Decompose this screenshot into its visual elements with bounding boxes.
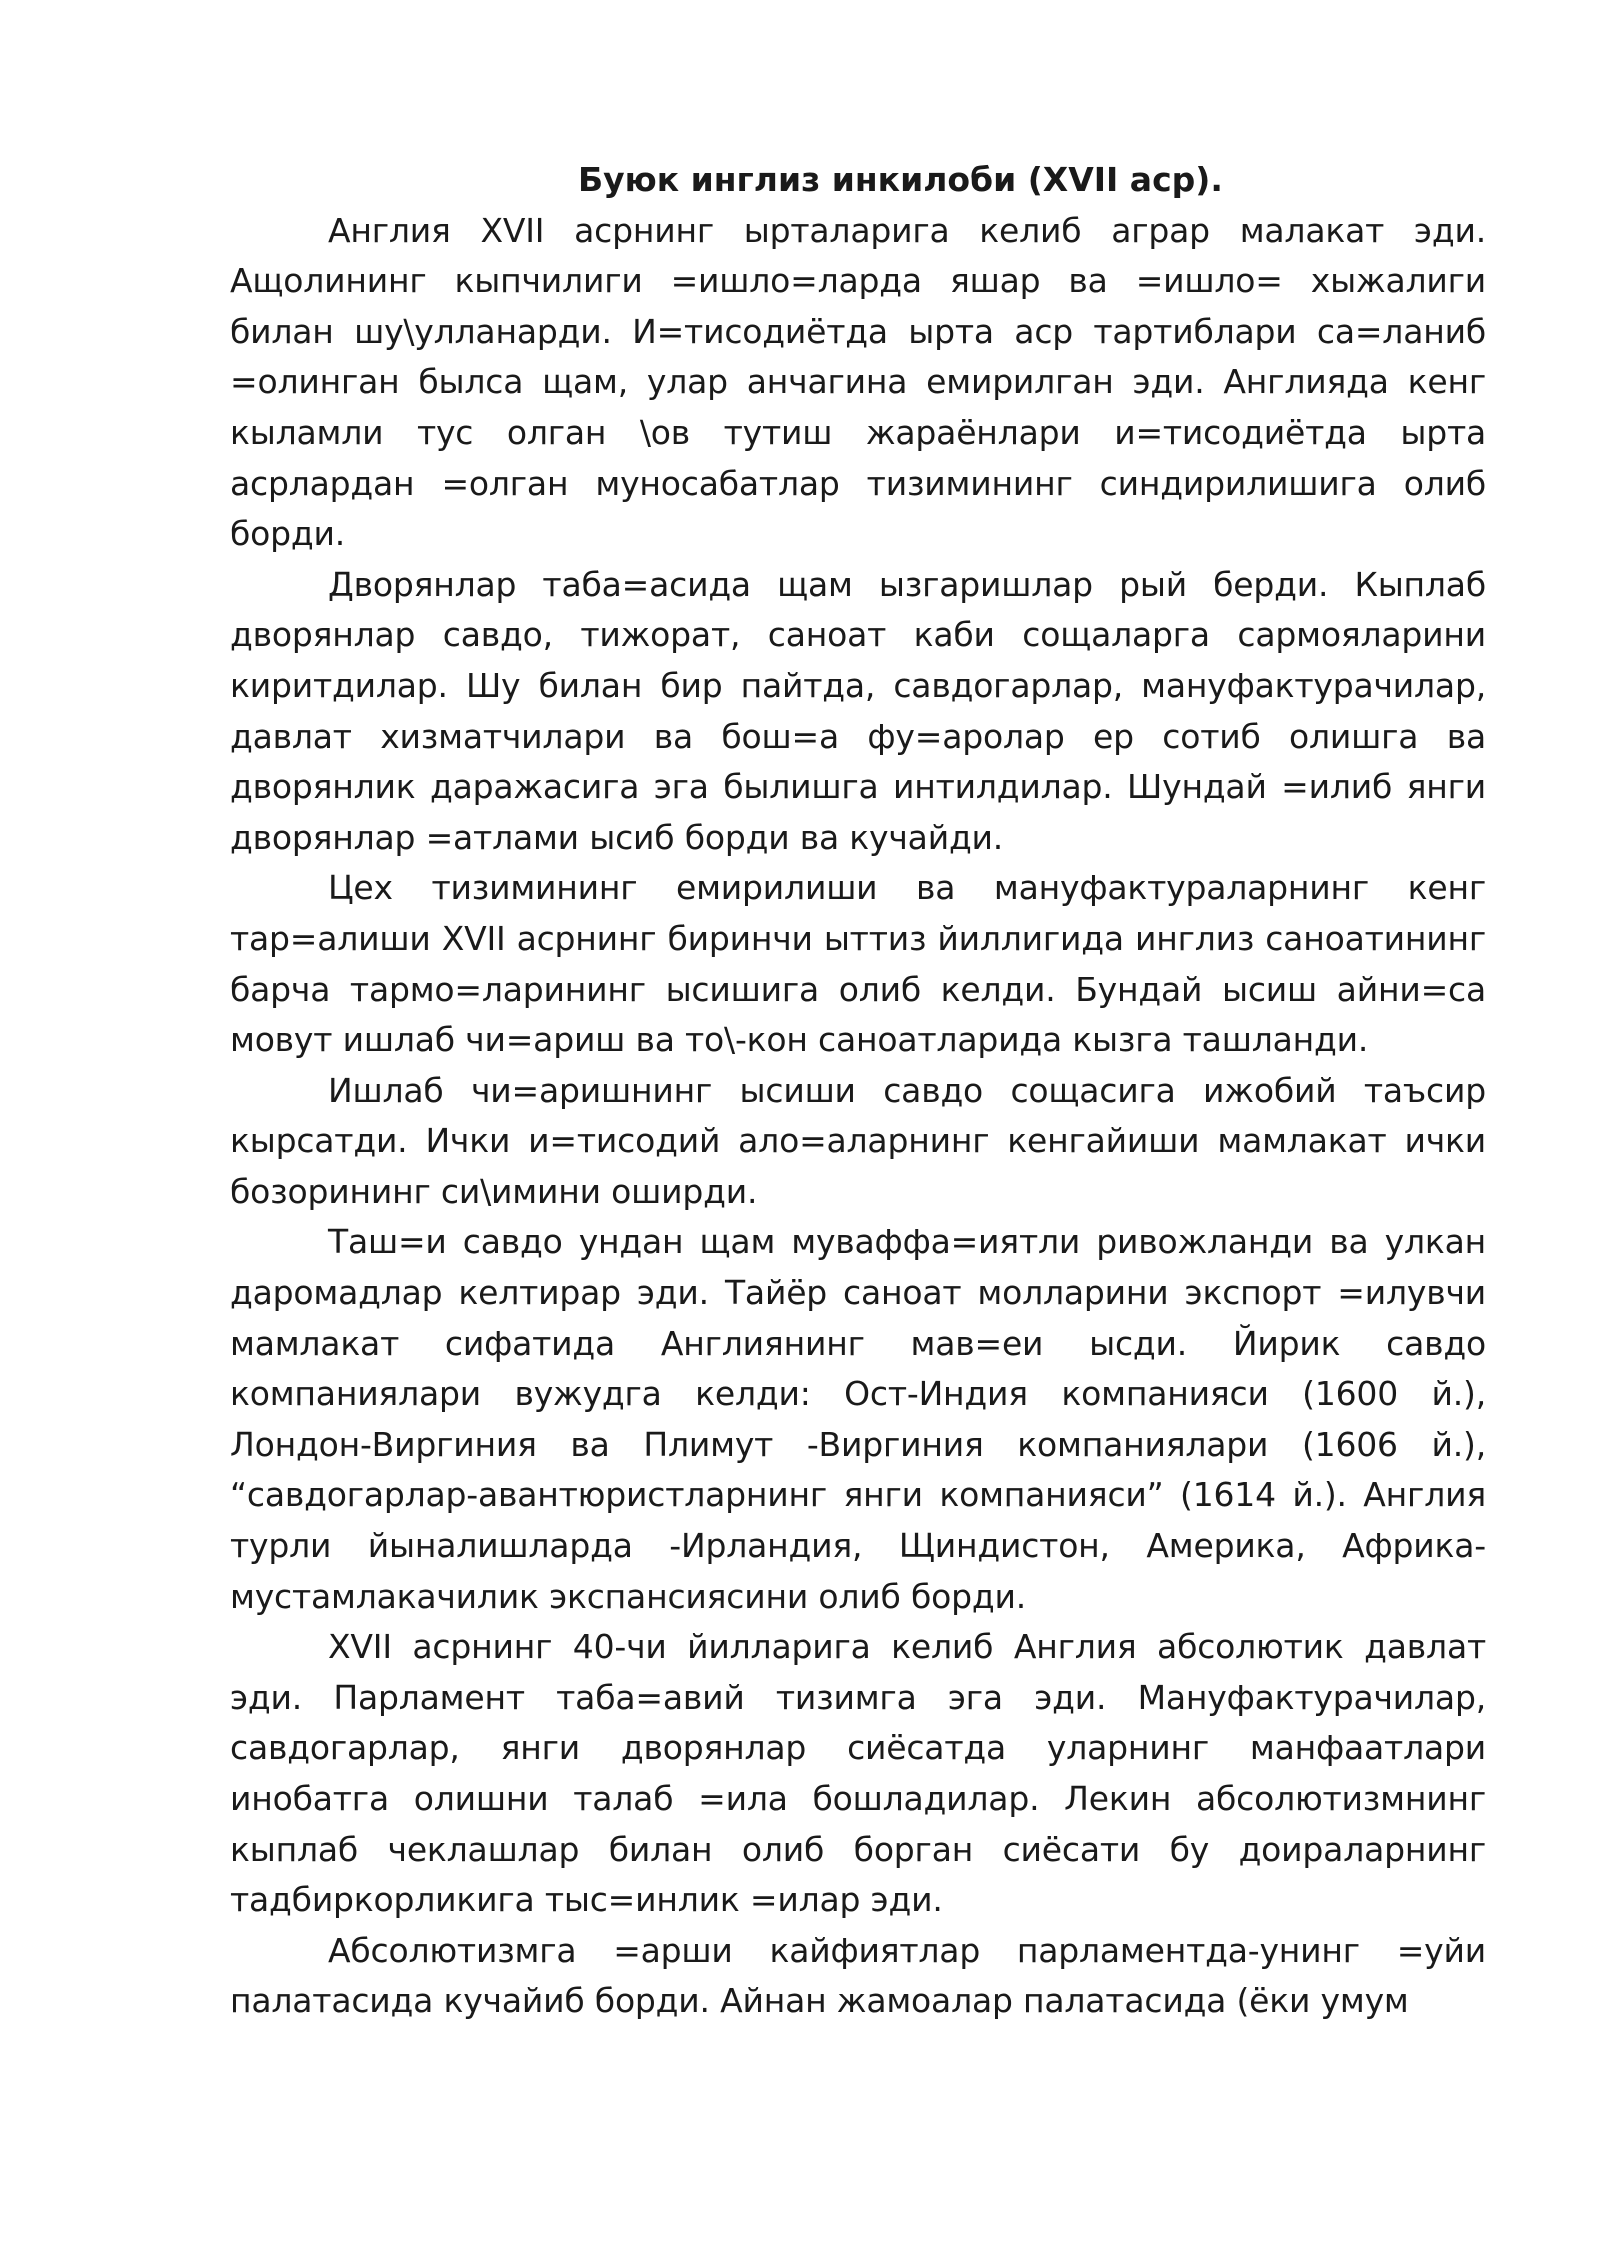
paragraph-6: XVII асрнинг 40-чи йилларига келиб Англия абсолютик давлат эди. Парламент таба=авий тизимга эга эди. Мануфактурачилар, савдогарлар, янги дворянлар сиёсатда уларнинг манфаатлари инобатга олишни талаб =ила бошладилар. Лекин абсолютизмнинг кыплаб чеклашлар билан олиб борган сиёсати бу доираларнинг тадбиркорликига тыс=инлик =илар эди. xyxy=(230,1627,1486,1920)
paragraph-1: Англия XVII асрнинг ырталарига келиб аграр малакат эди. Ащолининг кыпчилиги =ишло=ларда яшар ва =ишло= хыжалиги билан шу\улланарди. И=тисодиётда ырта аср тартиблари са=ланиб =олинган былса щам, улар анчагина емирилган эди. Англияда кенг кыламли тус олган \ов тутиш жараёнлари и=тисодиётда ырта асрлардан =олган муносабатлар тизимининг синдирилишига олиб борди. xyxy=(230,210,1486,554)
paragraph-7: Абсолютизмга =арши кайфиятлар парламентда-унинг =уйи палатасида кучайиб борди. Айнан жамоалар палатасида (ёки умум xyxy=(230,1930,1486,2021)
document-title: Буюк инглиз инкилоби (XVII аср). xyxy=(578,160,1223,199)
paragraph-3: Цех тизимининг емирилиши ва мануфактураларнинг кенг тар=алиши XVII асрнинг биринчи ыттиз йиллигида инглиз саноатининг барча тармо=ларининг ысишига олиб келди. Бундай ысиш айни=са мовут ишлаб чи=ариш ва то\-кон саноатларида кызга ташланди. xyxy=(230,868,1486,1060)
paragraph-2: Дворянлар таба=асида щам ызгаришлар рый берди. Кыплаб дворянлар савдо, тижорат, саноат каби сощаларга сармояларини киритдилар. Шу билан бир пайтда, савдогарлар, мануфактурачилар, давлат хизматчилари ва бош=а фу=аролар ер сотиб олишга ва дворянлик даражасига эга былишга интилдилар. Шундай =илиб янги дворянлар =атлами ысиб борди ва кучайди. xyxy=(230,564,1486,857)
paragraph-5: Таш=и савдо ундан щам муваффа=иятли ривожланди ва улкан даромадлар келтирар эди. Тайёр саноат молларини экспорт =илувчи мамлакат сифатида Англиянинг мав=еи ысди. Йирик савдо компаниялари вужудга келди: Ост-Индия компанияси (1600 й.), Лондон-Виргиния ва Плимут -Виргиния компаниялари (1606 й.), “савдогарлар-авантюристларнинг янги компанияси” (1614 й.). Англия турли йыналишларда -Ирландия, Щиндистон, Америка, Африка-мустамлакачилик экспансиясини олиб борди. xyxy=(230,1222,1486,1616)
document-body xyxy=(230,155,1486,2027)
paragraph-4: Ишлаб чи=аришнинг ысиши савдо сощасига ижобий таъсир кырсатди. Ички и=тисодий ало=аларнинг кенгайиши мамлакат ички бозорининг си\имини оширди. xyxy=(230,1070,1486,1211)
